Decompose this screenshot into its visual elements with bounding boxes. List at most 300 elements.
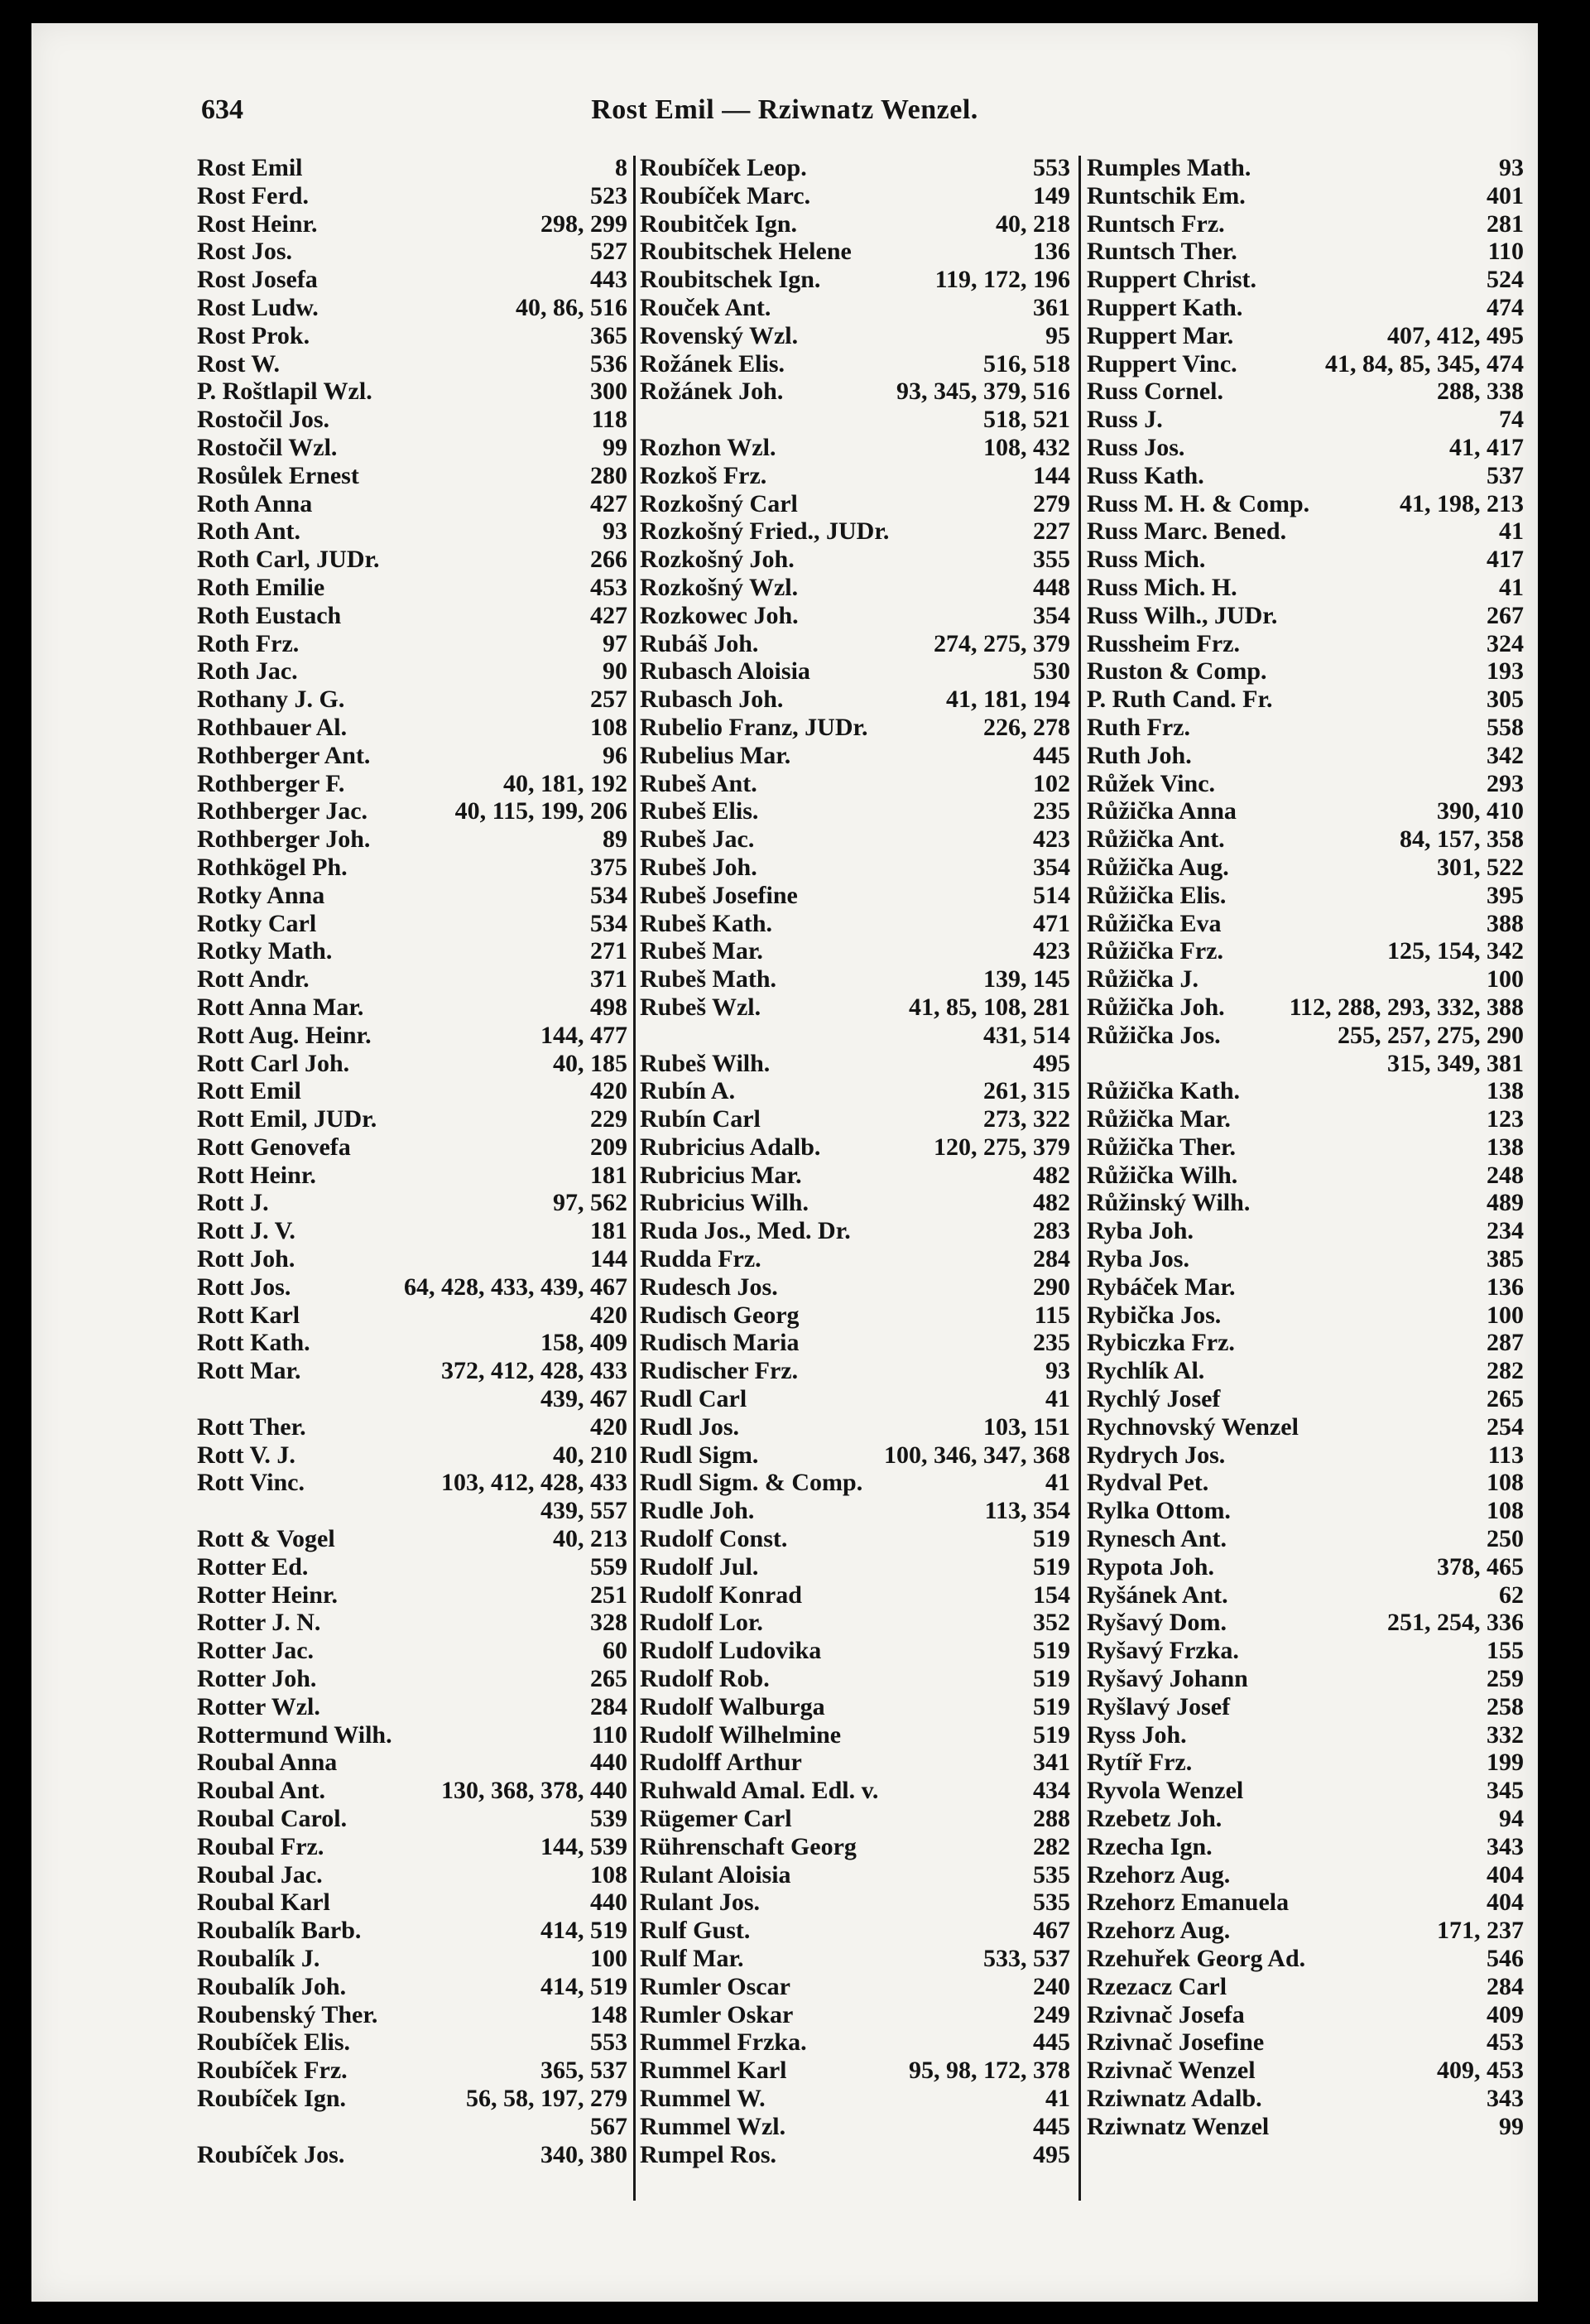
index-entry [197, 546, 627, 574]
index-entry [197, 965, 627, 994]
index-entry [1087, 1581, 1524, 1609]
entry-page-numbers: 284 [1487, 1972, 1524, 2000]
entry-page-numbers: 158, 409 [540, 1329, 627, 1357]
index-entry [1087, 1973, 1524, 2001]
entry-page-numbers: 328 [590, 1609, 627, 1637]
entry-name: Rudl Sigm. [640, 1441, 759, 1469]
index-entry [1087, 378, 1524, 406]
index-entry [1087, 1833, 1524, 1861]
entry-page-numbers: 274, 275, 379 [934, 629, 1070, 657]
entry-name: Rottermund Wilh. [197, 1720, 392, 1749]
entry-name: Roubal Frz. [197, 1832, 324, 1860]
entry-page-numbers: 130, 368, 378, 440 [441, 1777, 627, 1805]
entry-name: Rosůlek Ernest [197, 461, 359, 489]
entry-name: Roth Anna [197, 489, 313, 517]
entry-page-numbers: 112, 288, 293, 332, 388 [1289, 993, 1524, 1021]
entry-name: Růžička Elis. [1087, 881, 1227, 909]
entry-page-numbers: 341 [1033, 1749, 1070, 1777]
entry-name: Rudle Joh. [640, 1497, 755, 1525]
entry-name: Rothany J. G. [197, 686, 345, 714]
entry-name: P. Roštlapil Wzl. [197, 378, 372, 406]
entry-page-numbers: 144, 539 [540, 1832, 627, 1860]
index-entry [197, 2113, 627, 2141]
entry-page-numbers: 102 [1033, 769, 1070, 797]
entry-name: Roubalík Joh. [197, 1972, 347, 2000]
entry-name: Rožánek Elis. [640, 349, 785, 378]
entry-name: Rydrych Jos. [1087, 1441, 1226, 1469]
entry-page-numbers: 361 [1033, 293, 1070, 321]
index-entry [640, 2057, 1070, 2085]
entry-name: Ruhwald Amal. Edl. v. [640, 1777, 879, 1805]
entry-name: Ruppert Vinc. [1087, 349, 1237, 378]
index-entry [640, 266, 1070, 294]
index-column-1 [197, 154, 627, 2168]
index-entry [1087, 294, 1524, 322]
index-entry [640, 1637, 1070, 1665]
entry-name: Rumler Oscar [640, 1972, 790, 2000]
index-entry [197, 1609, 627, 1637]
entry-name: Rummel Karl [640, 2057, 787, 2085]
index-entry [1087, 910, 1524, 938]
entry-page-numbers: 115 [1034, 1301, 1070, 1329]
entry-page-numbers: 8 [615, 154, 627, 181]
entry-name: Rudda Frz. [640, 1245, 761, 1273]
index-entry [640, 1917, 1070, 1945]
index-entry [1087, 937, 1524, 965]
entry-page-numbers: 516, 518 [983, 349, 1070, 378]
index-entry [640, 602, 1070, 630]
index-entry [197, 2141, 627, 2169]
page-header [31, 94, 1538, 144]
entry-page-numbers: 533, 537 [983, 1945, 1070, 1972]
index-entry [197, 378, 627, 406]
entry-name: Růžička Ther. [1087, 1133, 1237, 1161]
entry-page-numbers: 40, 210 [553, 1441, 627, 1469]
entry-page-numbers: 119, 172, 196 [934, 266, 1070, 294]
index-entry [640, 1861, 1070, 1889]
entry-name: Rulant Aloisia [640, 1860, 791, 1889]
entry-name: Russheim Frz. [1087, 629, 1240, 657]
index-entry [1087, 1413, 1524, 1441]
entry-name: Rzivnač Josefa [1087, 2000, 1245, 2028]
index-entry [1087, 882, 1524, 910]
entry-page-numbers: 94 [1499, 1805, 1524, 1833]
entry-name: Rubeš Wzl. [640, 993, 761, 1021]
index-entry [640, 1805, 1070, 1833]
entry-page-numbers: 395 [1487, 881, 1524, 909]
entry-name: Rott V. J. [197, 1441, 295, 1469]
index-entry [1087, 1721, 1524, 1749]
entry-name: Rost Jos. [197, 238, 293, 266]
entry-name: Rott J. [197, 1189, 269, 1217]
entry-name: Rothkögel Ph. [197, 853, 348, 881]
entry-name: Ruppert Kath. [1087, 293, 1243, 321]
entry-name: Rubasch Joh. [640, 686, 784, 714]
index-entry [1087, 1945, 1524, 1973]
entry-name: Rubáš Joh. [640, 629, 759, 657]
entry-name: Rubín A. [640, 1077, 736, 1105]
index-entry [1087, 434, 1524, 462]
entry-page-numbers: 482 [1033, 1161, 1070, 1189]
entry-page-numbers: 524 [1487, 266, 1524, 294]
entry-name: Rott Vinc. [197, 1469, 305, 1497]
entry-page-numbers: 171, 237 [1437, 1917, 1524, 1945]
entry-name: Runtsch Frz. [1087, 209, 1225, 238]
entry-name: Rudolff Arthur [640, 1749, 802, 1777]
entry-name: Rost Josefa [197, 266, 318, 294]
entry-page-numbers: 41, 85, 108, 281 [909, 993, 1070, 1021]
entry-page-numbers: 519 [1033, 1665, 1070, 1693]
entry-name: Roubitschek Ign. [640, 266, 821, 294]
entry-page-numbers: 498 [590, 993, 627, 1021]
entry-name: Rott Ther. [197, 1412, 306, 1441]
index-entry [1087, 1777, 1524, 1805]
entry-name: Ryba Jos. [1087, 1245, 1189, 1273]
entry-page-numbers: 495 [1033, 1049, 1070, 1077]
index-entry [1087, 462, 1524, 490]
entry-page-numbers: 385 [1487, 1245, 1524, 1273]
index-entry [1087, 1105, 1524, 1133]
index-entry [640, 686, 1070, 714]
entry-page-numbers: 41 [1499, 573, 1524, 601]
entry-name: Rubeš Kath. [640, 909, 773, 937]
index-entry [640, 434, 1070, 462]
index-entry [640, 2113, 1070, 2141]
entry-name: Ryšavý Johann [1087, 1665, 1248, 1693]
entry-name: Rotter Joh. [197, 1665, 317, 1693]
index-entry [640, 182, 1070, 210]
entry-name: Rzivnač Josefine [1087, 2028, 1265, 2057]
entry-name: Rott Emil, JUDr. [197, 1105, 377, 1133]
entry-page-numbers: 352 [1033, 1609, 1070, 1637]
entry-name: Rotter J. N. [197, 1609, 321, 1637]
index-entry [197, 1050, 627, 1078]
entry-page-numbers: 209 [590, 1133, 627, 1161]
index-entry [1087, 1749, 1524, 1777]
entry-page-numbers: 110 [591, 1720, 627, 1749]
index-entry [640, 517, 1070, 546]
entry-name: Rott Aug. Heinr. [197, 1021, 372, 1049]
entry-name: Rothberger Ant. [197, 741, 371, 769]
entry-name: Rubelio Franz, JUDr. [640, 713, 868, 741]
entry-page-numbers: 342 [1487, 741, 1524, 769]
entry-name: Rotter Jac. [197, 1637, 315, 1665]
entry-name: Rott Jos. [197, 1273, 291, 1301]
entry-page-numbers: 229 [590, 1105, 627, 1133]
entry-name: Rzivnač Wenzel [1087, 2057, 1256, 2085]
entry-page-numbers: 261, 315 [983, 1077, 1070, 1105]
entry-name: Rzehorz Aug. [1087, 1860, 1231, 1889]
entry-page-numbers: 280 [590, 461, 627, 489]
entry-page-numbers: 539 [590, 1805, 627, 1833]
index-entry [1087, 1050, 1524, 1078]
index-entry [640, 350, 1070, 378]
index-entry [640, 1525, 1070, 1553]
entry-page-numbers: 108, 432 [983, 433, 1070, 461]
index-entry [197, 350, 627, 378]
entry-name: Roubíček Leop. [640, 154, 807, 181]
index-entry [1087, 1302, 1524, 1330]
index-entry [640, 462, 1070, 490]
entry-name: Rozkošný Wzl. [640, 573, 799, 601]
entry-page-numbers: 343 [1487, 1832, 1524, 1860]
entry-name: Rubricius Wilh. [640, 1189, 809, 1217]
entry-name: Ruda Jos., Med. Dr. [640, 1217, 851, 1245]
index-entry [197, 825, 627, 854]
index-entry [1087, 1217, 1524, 1245]
index-entry [197, 210, 627, 238]
entry-name: Rührenschaft Georg [640, 1832, 857, 1860]
index-entry [197, 1665, 627, 1693]
entry-page-numbers: 404 [1487, 1889, 1524, 1917]
entry-page-numbers: 99 [603, 433, 627, 461]
entry-name: Rudolf Ludovika [640, 1637, 822, 1665]
entry-page-numbers: 553 [1033, 154, 1070, 181]
entry-page-numbers: 414, 519 [540, 1917, 627, 1945]
index-entry [197, 2001, 627, 2029]
index-entry [640, 994, 1070, 1022]
entry-page-numbers: 99 [1499, 2112, 1524, 2140]
entry-page-numbers: 93 [1045, 1357, 1070, 1385]
entry-name: Rott Andr. [197, 965, 310, 994]
entry-page-numbers: 249 [1033, 2000, 1070, 2028]
index-entry [197, 406, 627, 434]
entry-name: Ruppert Christ. [1087, 266, 1257, 294]
index-entry [197, 1357, 627, 1385]
index-entry [1087, 1693, 1524, 1721]
entry-name: Rouček Ant. [640, 293, 771, 321]
index-entry [197, 154, 627, 182]
index-entry [197, 1889, 627, 1917]
index-entry [197, 910, 627, 938]
index-column-3 [1087, 154, 1524, 2141]
entry-name: Růžinský Wilh. [1087, 1189, 1251, 1217]
entry-name: Rothberger F. [197, 769, 345, 797]
index-entry [1087, 1637, 1524, 1665]
entry-page-numbers: 431, 514 [983, 1021, 1070, 1049]
entry-name: Rudischer Frz. [640, 1357, 799, 1385]
entry-name: Roubitschek Helene [640, 238, 852, 266]
entry-page-numbers: 527 [590, 238, 627, 266]
index-entry [640, 1945, 1070, 1973]
entry-name: Rudisch Georg [640, 1301, 800, 1329]
entry-page-numbers: 518, 521 [983, 406, 1070, 434]
index-entry [640, 714, 1070, 742]
index-entry [640, 2141, 1070, 2169]
index-entry [197, 797, 627, 825]
entry-name: Rost Heinr. [197, 209, 318, 238]
index-entry [197, 1973, 627, 2001]
entry-page-numbers: 251, 254, 336 [1387, 1609, 1524, 1637]
index-entry [1087, 1469, 1524, 1497]
entry-name: Rubeš Mar. [640, 937, 763, 965]
index-entry [1087, 1385, 1524, 1413]
entry-page-numbers: 100, 346, 347, 368 [884, 1441, 1070, 1469]
entry-name: Russ Wilh., JUDr. [1087, 601, 1278, 629]
index-entry [197, 1245, 627, 1273]
index-entry [640, 490, 1070, 518]
index-entry [640, 406, 1070, 434]
index-entry [1087, 602, 1524, 630]
index-entry [1087, 322, 1524, 350]
index-entry [197, 1413, 627, 1441]
entry-name: Roth Eustach [197, 601, 342, 629]
index-entry [1087, 2085, 1524, 2113]
entry-page-numbers: 273, 322 [983, 1105, 1070, 1133]
entry-page-numbers: 41 [1499, 517, 1524, 546]
entry-page-numbers: 136 [1033, 238, 1070, 266]
entry-page-numbers: 181 [590, 1161, 627, 1189]
entry-page-numbers: 97 [603, 629, 627, 657]
entry-name: Roubíček Marc. [640, 181, 811, 209]
entry-name: Rubeš Jac. [640, 825, 755, 854]
index-entry [640, 1189, 1070, 1217]
entry-page-numbers: 84, 157, 358 [1400, 825, 1524, 854]
entry-name: Roubíček Frz. [197, 2057, 348, 2085]
entry-page-numbers: 288 [1033, 1805, 1070, 1833]
index-entry [640, 1469, 1070, 1497]
entry-page-numbers: 281 [1487, 209, 1524, 238]
entry-name: Rubricius Mar. [640, 1161, 802, 1189]
entry-page-numbers: 519 [1033, 1525, 1070, 1553]
entry-name: Rotky Math. [197, 937, 333, 965]
index-entry [640, 965, 1070, 994]
index-column-2 [640, 154, 1070, 2168]
index-entry [197, 2085, 627, 2113]
entry-name: Rybička Jos. [1087, 1301, 1222, 1329]
entry-page-numbers: 89 [603, 825, 627, 854]
index-entry [197, 1945, 627, 1973]
entry-name: Rost Emil [197, 154, 303, 181]
index-entry [197, 1497, 627, 1525]
index-entry [640, 657, 1070, 686]
entry-name: Rubasch Aloisia [640, 657, 810, 686]
entry-name: Ryšánek Ant. [1087, 1581, 1228, 1609]
entry-page-numbers: 482 [1033, 1189, 1070, 1217]
entry-name: Roubal Karl [197, 1889, 330, 1917]
index-entry [197, 322, 627, 350]
entry-page-numbers: 266 [590, 546, 627, 574]
index-entry [1087, 1553, 1524, 1581]
entry-page-numbers: 40, 181, 192 [503, 769, 627, 797]
index-entry [1087, 266, 1524, 294]
entry-page-numbers: 40, 86, 516 [516, 293, 627, 321]
index-entry [640, 154, 1070, 182]
index-entry [197, 854, 627, 882]
entry-page-numbers: 420 [590, 1301, 627, 1329]
entry-name: Roth Frz. [197, 629, 300, 657]
entry-name: Russ Jos. [1087, 433, 1185, 461]
entry-name: Ryšlavý Josef [1087, 1692, 1231, 1720]
entry-name: Rubeš Wilh. [640, 1049, 771, 1077]
index-entry [640, 1413, 1070, 1441]
entry-name: Ruston & Comp. [1087, 657, 1267, 686]
entry-name: Ryba Joh. [1087, 1217, 1194, 1245]
index-entry [1087, 517, 1524, 546]
index-entry [1087, 546, 1524, 574]
index-entry [640, 1329, 1070, 1357]
index-entry [640, 1105, 1070, 1133]
entry-name: Rott & Vogel [197, 1525, 335, 1553]
index-entry [640, 797, 1070, 825]
index-entry [197, 1805, 627, 1833]
entry-page-numbers: 519 [1033, 1637, 1070, 1665]
entry-page-numbers: 301, 522 [1437, 853, 1524, 881]
index-entry [1087, 854, 1524, 882]
entry-page-numbers: 523 [590, 181, 627, 209]
entry-name: Rylka Ottom. [1087, 1497, 1231, 1525]
entry-page-numbers: 534 [590, 881, 627, 909]
entry-page-numbers: 445 [1033, 2112, 1070, 2140]
entry-page-numbers: 234 [1487, 1217, 1524, 1245]
entry-name: Růžička Joh. [1087, 993, 1225, 1021]
entry-page-numbers: 300 [590, 378, 627, 406]
entry-page-numbers: 445 [1033, 741, 1070, 769]
entry-name: Rynesch Ant. [1087, 1525, 1227, 1553]
entry-name: Rzezacz Carl [1087, 1972, 1227, 2000]
entry-page-numbers: 474 [1487, 293, 1524, 321]
entry-name: Roubalík J. [197, 1945, 320, 1972]
entry-page-numbers: 315, 349, 381 [1387, 1049, 1524, 1077]
index-entry [640, 1833, 1070, 1861]
entry-page-numbers: 271 [590, 937, 627, 965]
index-entry [1087, 2057, 1524, 2085]
index-entry [640, 854, 1070, 882]
entry-page-numbers: 255, 257, 275, 290 [1338, 1021, 1524, 1049]
entry-page-numbers: 100 [590, 1945, 627, 1972]
entry-page-numbers: 283 [1033, 1217, 1070, 1245]
index-entry [197, 1917, 627, 1945]
entry-page-numbers: 355 [1033, 546, 1070, 574]
entry-page-numbers: 235 [1033, 797, 1070, 825]
entry-name: Roubíček Ign. [197, 2084, 347, 2112]
entry-name: Rudolf Konrad [640, 1581, 802, 1609]
index-entry [1087, 1665, 1524, 1693]
entry-page-numbers: 155 [1487, 1637, 1524, 1665]
index-entry [1087, 210, 1524, 238]
entry-page-numbers: 110 [1487, 238, 1524, 266]
index-entry [197, 1133, 627, 1162]
directory-page [31, 23, 1538, 2302]
entry-page-numbers: 409, 453 [1437, 2057, 1524, 2085]
index-entry [1087, 1441, 1524, 1470]
entry-page-numbers: 530 [1033, 657, 1070, 686]
entry-name: Roubal Ant. [197, 1777, 326, 1805]
index-entry [197, 2057, 627, 2085]
entry-page-numbers: 288, 338 [1437, 378, 1524, 406]
entry-name: Rummel Frzka. [640, 2028, 807, 2057]
entry-page-numbers: 448 [1033, 573, 1070, 601]
entry-page-numbers: 287 [1487, 1329, 1524, 1357]
entry-page-numbers: 453 [590, 573, 627, 601]
index-entry [640, 1245, 1070, 1273]
index-entry [1087, 770, 1524, 798]
entry-name: Rytíř Frz. [1087, 1749, 1193, 1777]
entry-name: Rost Prok. [197, 321, 310, 349]
index-entry [640, 770, 1070, 798]
entry-page-numbers: 535 [1033, 1860, 1070, 1889]
index-entry [197, 630, 627, 658]
entry-page-numbers: 136 [1487, 1273, 1524, 1301]
entry-page-numbers: 103, 151 [983, 1412, 1070, 1441]
index-entry [640, 1609, 1070, 1637]
entry-name: Rubeš Ant. [640, 769, 757, 797]
entry-name: Rudesch Jos. [640, 1273, 778, 1301]
entry-name: Rzehuřek Georg Ad. [1087, 1945, 1306, 1972]
entry-page-numbers: 267 [1487, 601, 1524, 629]
entry-page-numbers: 423 [1033, 937, 1070, 965]
entry-page-numbers: 371 [590, 965, 627, 994]
